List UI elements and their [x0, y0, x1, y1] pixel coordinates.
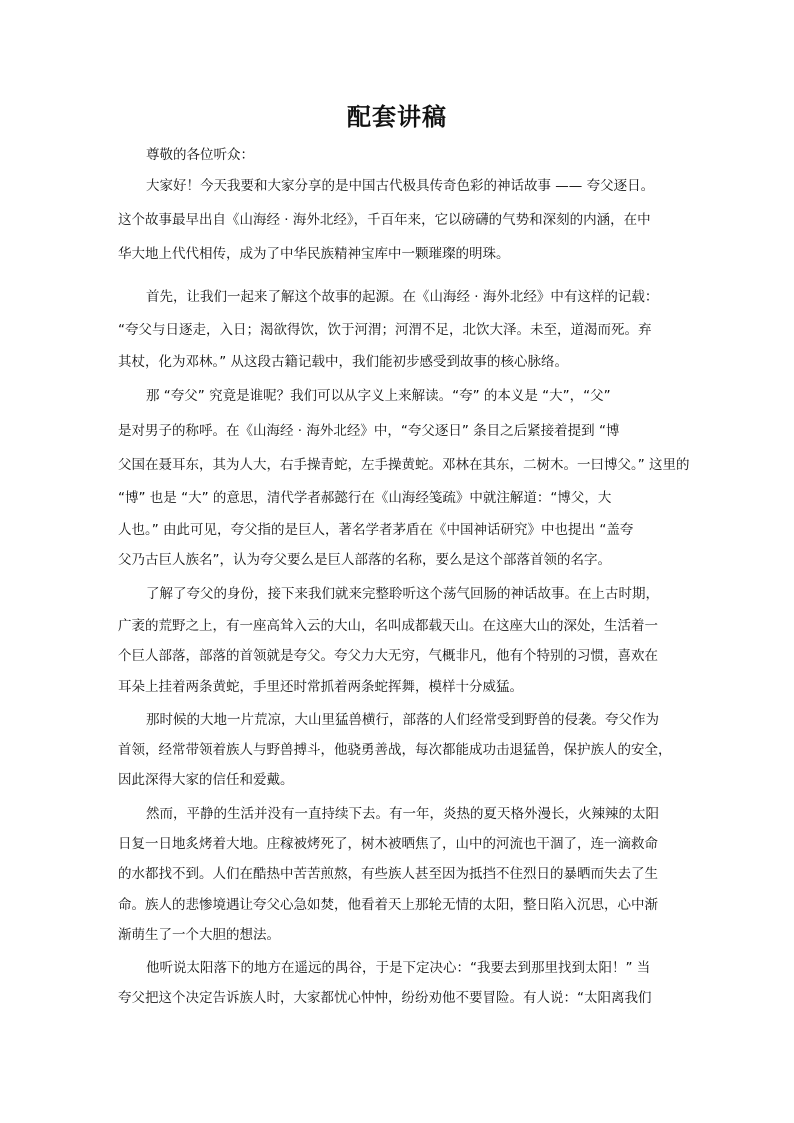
salutation: 尊敬的各位听众： [146, 147, 254, 163]
text-line: 大家好！今天我要和大家分享的是中国古代极具传奇色彩的神话故事 —— 夸父逐日。 [146, 178, 655, 194]
text-line: 耳朵上挂着两条黄蛇，手里还时常抓着两条蛇挥舞，模样十分威猛。 [118, 679, 523, 695]
text-line: 首领，经常带领着族人与野兽搏斗，他骁勇善战，每次都能成功击退猛兽，保护族人的安全， [118, 742, 672, 758]
text-line: 然而，平静的生活并没有一直持续下去。有一年，炎热的夏天格外漫长，火辣辣的太阳 [146, 806, 659, 822]
text-line: 了解了夸父的身份，接下来我们就来完整聆听这个荡气回肠的神话故事。在上古时期， [146, 586, 659, 602]
text-line: 夸父把这个决定告诉族人时，大家都忧心忡忡，纷纷劝他不要冒险。有人说：“太阳离我们 [118, 990, 652, 1006]
text-line: 因此深得大家的信任和爱戴。 [118, 772, 294, 788]
text-line: 个巨人部落，部落的首领就是夸父。夸父力大无穷，气概非凡，他有个特别的习惯，喜欢在 [118, 648, 658, 664]
text-line: 首先，让我们一起来了解这个故事的起源。在《山海经 · 海外北经》中有这样的记载： [146, 289, 659, 305]
text-line: 父国在聂耳东，其为人大，右手操青蛇，左手操黄蛇。邓林在其东，二树木。一曰博父。” 这里的 [118, 457, 690, 473]
text-line: 渐萌生了一个大胆的想法。 [118, 927, 280, 943]
text-line: 这个故事最早出自《山海经 · 海外北经》，千百年来，它以磅礴的气势和深刻的内涵，在中 [118, 212, 651, 228]
text-line: 日复一日地炙烤着大地。庄稼被烤死了，树木被晒焦了，山中的河流也干涸了，连一滴救命 [118, 836, 658, 852]
text-line: 命。族人的悲惨境遇让夸父心急如焚，他看着天上那轮无情的太阳，整日陷入沉思，心中渐 [118, 897, 658, 913]
text-line: 其杖，化为邓林。” 从这段古籍记载中，我们能初步感受到故事的核心脉络。 [118, 354, 569, 370]
text-line: 父乃古巨人族名”，认为夸父要么是巨人部落的名称，要么是这个部落首领的名字。 [118, 552, 611, 568]
page-title: 配套讲稿 [347, 102, 447, 131]
text-line: 广袤的荒野之上，有一座高耸入云的大山，名叫成都载天山。在这座大山的深处，生活着一 [118, 618, 658, 634]
text-line: 的水都找不到。人们在酷热中苦苦煎熬，有些族人甚至因为抵挡不住烈日的暴晒而失去了生 [118, 866, 658, 882]
text-line: 那 “夸父” 究竟是谁呢？我们可以从字义上来解读。“夸” 的本义是 “大”，“父” [146, 388, 611, 404]
text-line: “夸父与日逐走，入日；渴欲得饮，饮于河渭；河渭不足，北饮大泽。未至，道渴而死。弃 [118, 322, 652, 338]
text-line: “博” 也是 “大” 的意思，清代学者郝懿行在《山海经笺疏》中就注解道：“博父，大 [118, 490, 612, 506]
text-line: 他听说太阳落下的地方在遥远的禺谷，于是下定决心：“我要去到那里找到太阳！” 当 [146, 960, 651, 976]
text-line: 人也。” 由此可见，夸父指的是巨人，著名学者茅盾在《中国神话研究》中也提出 “盖夸 [118, 522, 634, 538]
text-line: 是对男子的称呼。在《山海经 · 海外北经》中，“夸父逐日” 条目之后紧接着提到 “博 [118, 423, 620, 439]
text-line: 那时候的大地一片荒凉，大山里猛兽横行，部落的人们经常受到野兽的侵袭。夸父作为 [146, 712, 659, 728]
text-line: 华大地上代代相传，成为了中华民族精神宝库中一颗璀璨的明珠。 [118, 246, 510, 262]
